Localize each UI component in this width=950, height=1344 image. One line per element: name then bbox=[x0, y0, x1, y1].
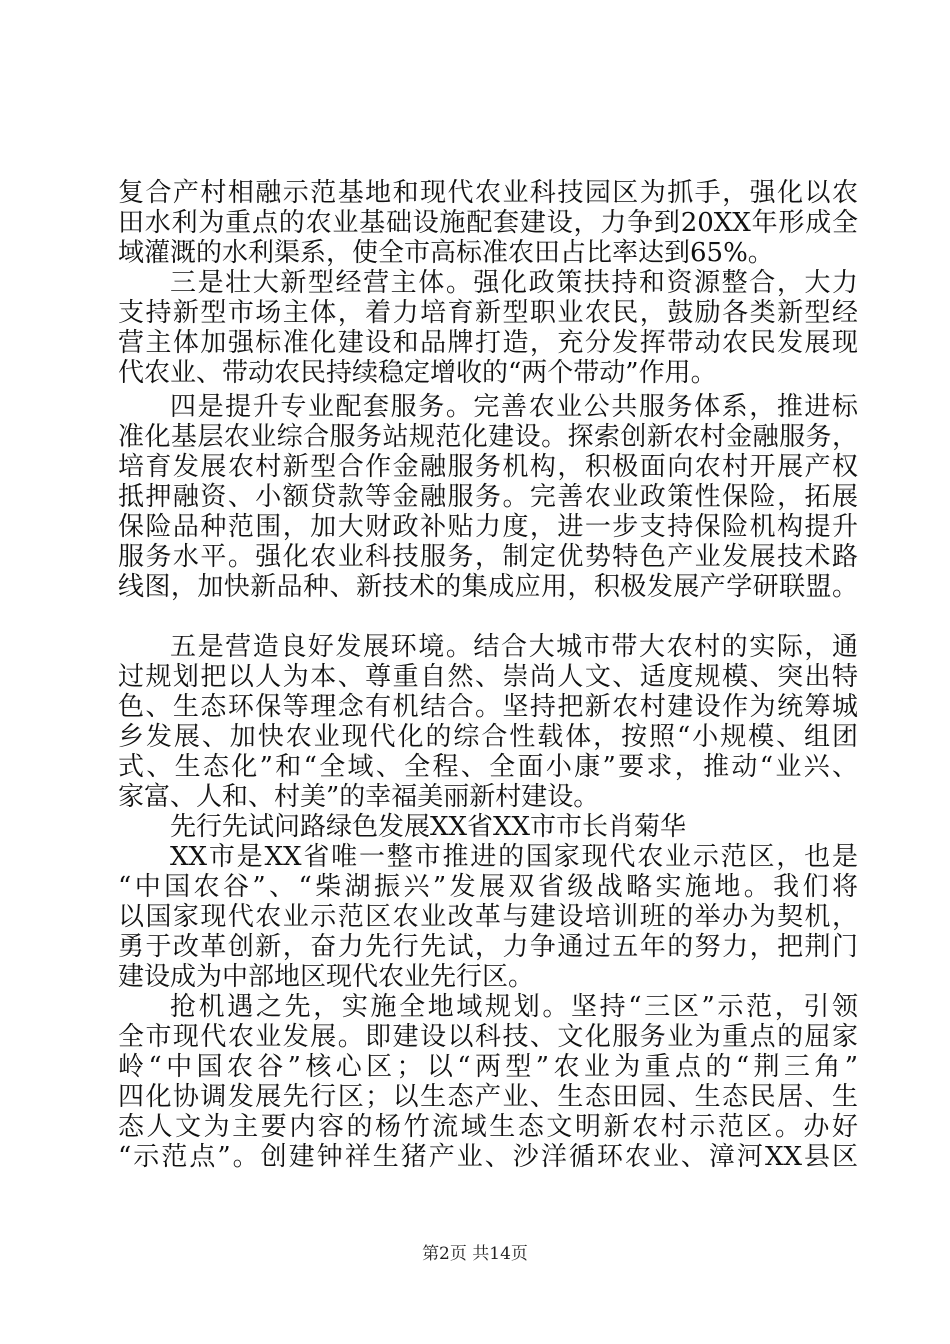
body-line: 式、生态化”和“全域、全程、全面小康”要求，推动“业兴、 bbox=[118, 752, 858, 782]
body-line: XX市是XX省唯一整市推进的国家现代农业示范区，也是 bbox=[170, 842, 858, 872]
body-line: 四化协调发展先行区；以生态产业、生态田园、生态民居、生 bbox=[118, 1082, 858, 1112]
body-line: 五是营造良好发展环境。结合大城市带大农村的实际，通 bbox=[170, 632, 858, 662]
body-line: 色、生态环保等理念有机结合。坚持把新农村建设作为统筹城 bbox=[118, 692, 858, 722]
body-line: 保险品种范围，加大财政补贴力度，进一步支持保险机构提升 bbox=[118, 512, 858, 542]
body-line: 乡发展、加快农业现代化的综合性载体，按照“小规模、组团 bbox=[118, 722, 858, 752]
body-line: 过规划把以人为本、尊重自然、崇尚人文、适度规模、突出特 bbox=[118, 662, 858, 692]
body-line: 域灌溉的水利渠系，使全市高标准农田占比率达到65%。 bbox=[118, 238, 774, 268]
body-line: 建设成为中部地区现代农业先行区。 bbox=[118, 962, 535, 992]
body-line: 勇于改革创新，奋力先行先试，力争通过五年的努力，把荆门 bbox=[118, 932, 858, 962]
body-line: 代农业、带动农民持续稳定增收的“两个带动”作用。 bbox=[118, 358, 717, 388]
body-line: 田水利为重点的农业基础设施配套建设，力争到20XX年形成全 bbox=[118, 208, 858, 238]
section-heading: 先行先试问路绿色发展XX省XX市市长肖菊华 bbox=[170, 812, 687, 842]
body-line: 态人文为主要内容的杨竹流域生态文明新农村示范区。办好 bbox=[118, 1112, 858, 1142]
body-line: 复合产村相融示范基地和现代农业科技园区为抓手，强化以农 bbox=[118, 178, 858, 208]
body-line: 营主体加强标准化建设和品牌打造，充分发挥带动农民发展现 bbox=[118, 328, 858, 358]
body-line: 支持新型市场主体，着力培育新型职业农民，鼓励各类新型经 bbox=[118, 298, 858, 328]
page-footer: 第2页 共14页 bbox=[422, 1244, 528, 1264]
body-line: 线图，加快新品种、新技术的集成应用，积极发展产学研联盟。 bbox=[118, 572, 858, 602]
body-line: 岭“中国农谷”核心区；以“两型”农业为重点的“荆三角” bbox=[118, 1052, 858, 1082]
body-line: 培育发展农村新型合作金融服务机构，积极面向农村开展产权 bbox=[118, 452, 858, 482]
body-line: 三是壮大新型经营主体。强化政策扶持和资源整合，大力 bbox=[170, 268, 858, 298]
body-line: “示范点”。创建钟祥生猪产业、沙洋循环农业、漳河XX县区 bbox=[118, 1142, 858, 1172]
body-line: “中国农谷”、“柴湖振兴”发展双省级战略实施地。我们将 bbox=[118, 872, 858, 902]
body-line: 抵押融资、小额贷款等金融服务。完善农业政策性保险，拓展 bbox=[118, 482, 858, 512]
body-line: 全市现代农业发展。即建设以科技、文化服务业为重点的屈家 bbox=[118, 1022, 858, 1052]
body-line: 家富、人和、村美”的幸福美丽新村建设。 bbox=[118, 782, 600, 812]
body-line: 四是提升专业配套服务。完善农业公共服务体系，推进标 bbox=[170, 392, 858, 422]
body-line: 服务水平。强化农业科技服务，制定优势特色产业发展技术路 bbox=[118, 542, 858, 572]
body-line: 抢机遇之先，实施全地域规划。坚持“三区”示范，引领 bbox=[170, 992, 858, 1022]
body-line: 以国家现代农业示范区农业改革与建设培训班的举办为契机， bbox=[118, 902, 858, 932]
body-line: 准化基层农业综合服务站规范化建设。探索创新农村金融服务， bbox=[118, 422, 858, 452]
